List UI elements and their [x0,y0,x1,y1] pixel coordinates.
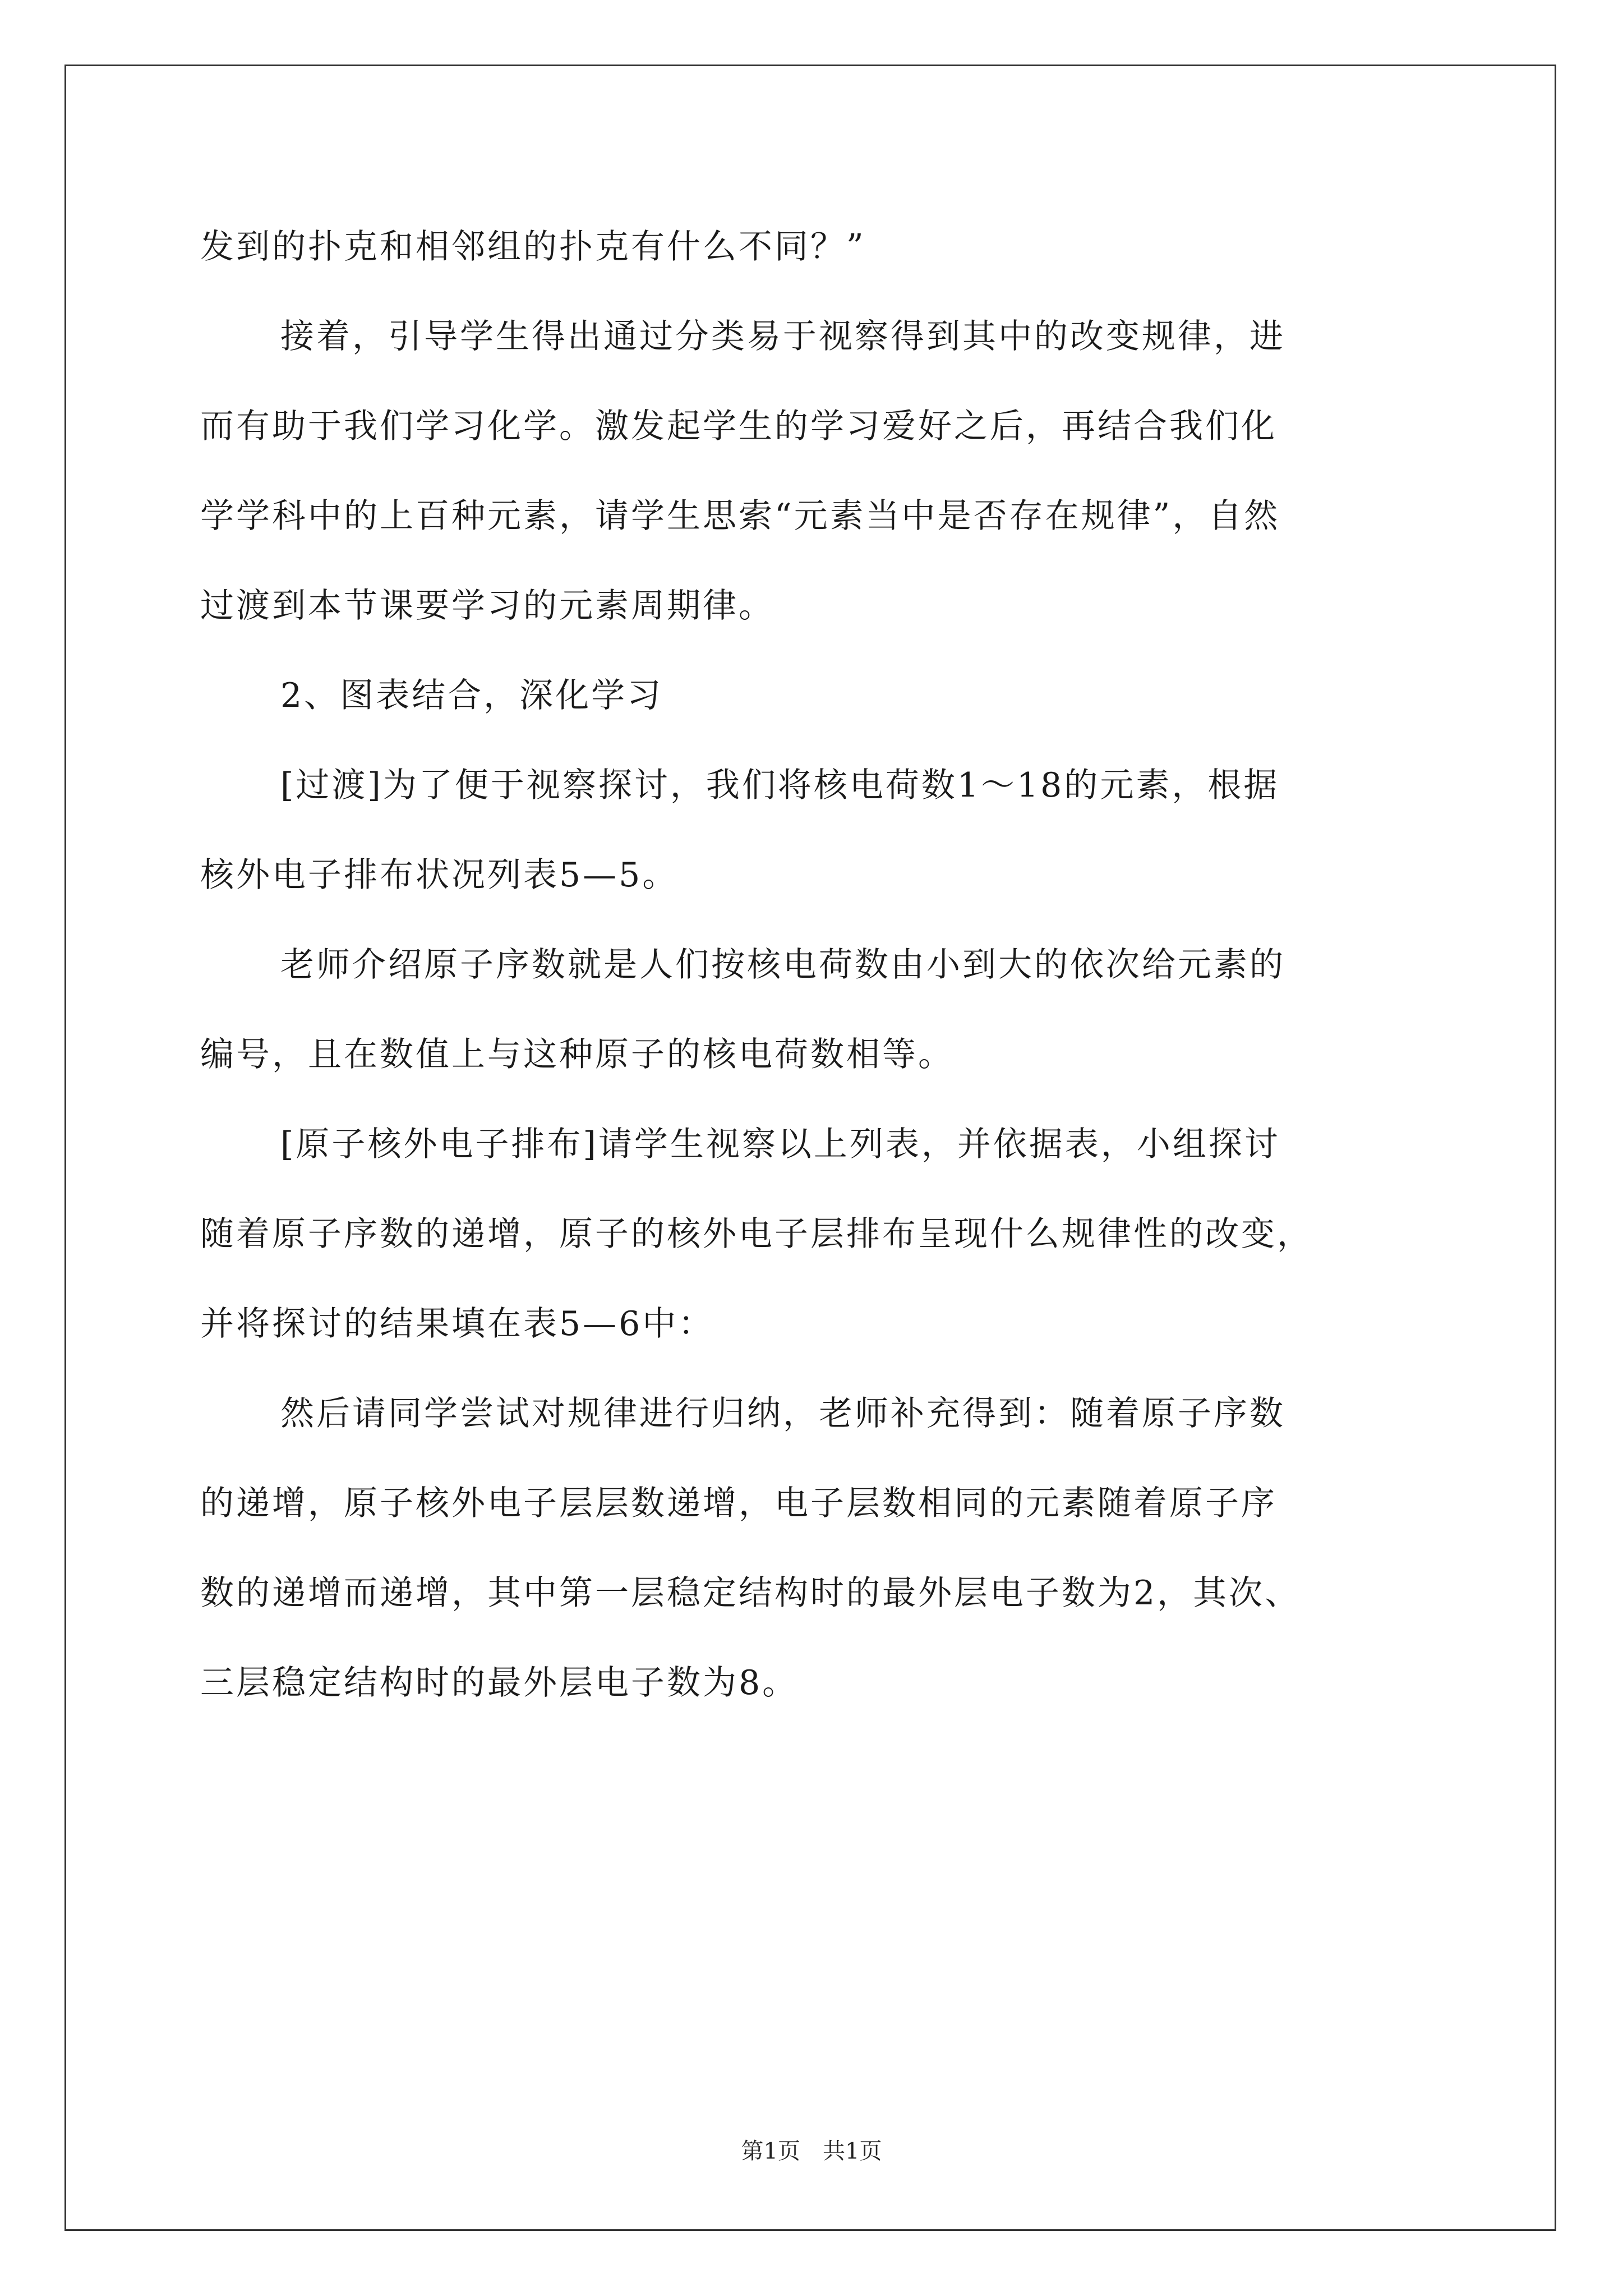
text-line: 而有助于我们学习化学。激发起学生的学习爱好之后，再结合我们化 [200,407,1277,446]
text-line: 三层稳定结构时的最外层电子数为8。 [200,1663,799,1703]
text-line: 的递增，原子核外电子层层数递增，电子层数相同的元素随着原子序 [200,1484,1277,1523]
page-footer: 第1页 共1页 [741,2138,882,2164]
text-line: 接着，引导学生得出通过分类易于视察得到其中的改变规律，进 [280,317,1285,356]
text-line: 数的递增而递增，其中第一层稳定结构时的最外层电子数为2，其次、 [200,1573,1301,1613]
text-line: 过渡到本节课要学习的元素周期律。 [200,586,774,625]
text-line: [过渡]为了便于视察探讨，我们将核电荷数1～18的元素，根据 [280,766,1280,805]
text-line: 并将探讨的结果填在表5—6中： [200,1304,714,1343]
text-line: 随着原子序数的递增，原子的核外电子层排布呈现什么规律性的改变， [200,1214,1313,1254]
section-heading: 2、图表结合，深化学习 [280,676,663,715]
text-line: 学学科中的上百种元素，请学生思索“元素当中是否存在规律”，自然 [200,496,1280,536]
text-line: [原子核外电子排布]请学生视察以上列表，并依据表，小组探讨 [280,1125,1280,1164]
text-line: 老师介绍原子序数就是人们按核电荷数由小到大的依次给元素的 [280,945,1285,984]
text-line: 编号，且在数值上与这种原子的核电荷数相等。 [200,1035,954,1074]
text-line: 核外电子排布状况列表5—5。 [200,855,679,895]
text-line: 发到的扑克和相邻组的扑克有什么不同？” [200,227,866,266]
text-line: 然后请同学尝试对规律进行归纳，老师补充得到：随着原子序数 [280,1394,1285,1433]
